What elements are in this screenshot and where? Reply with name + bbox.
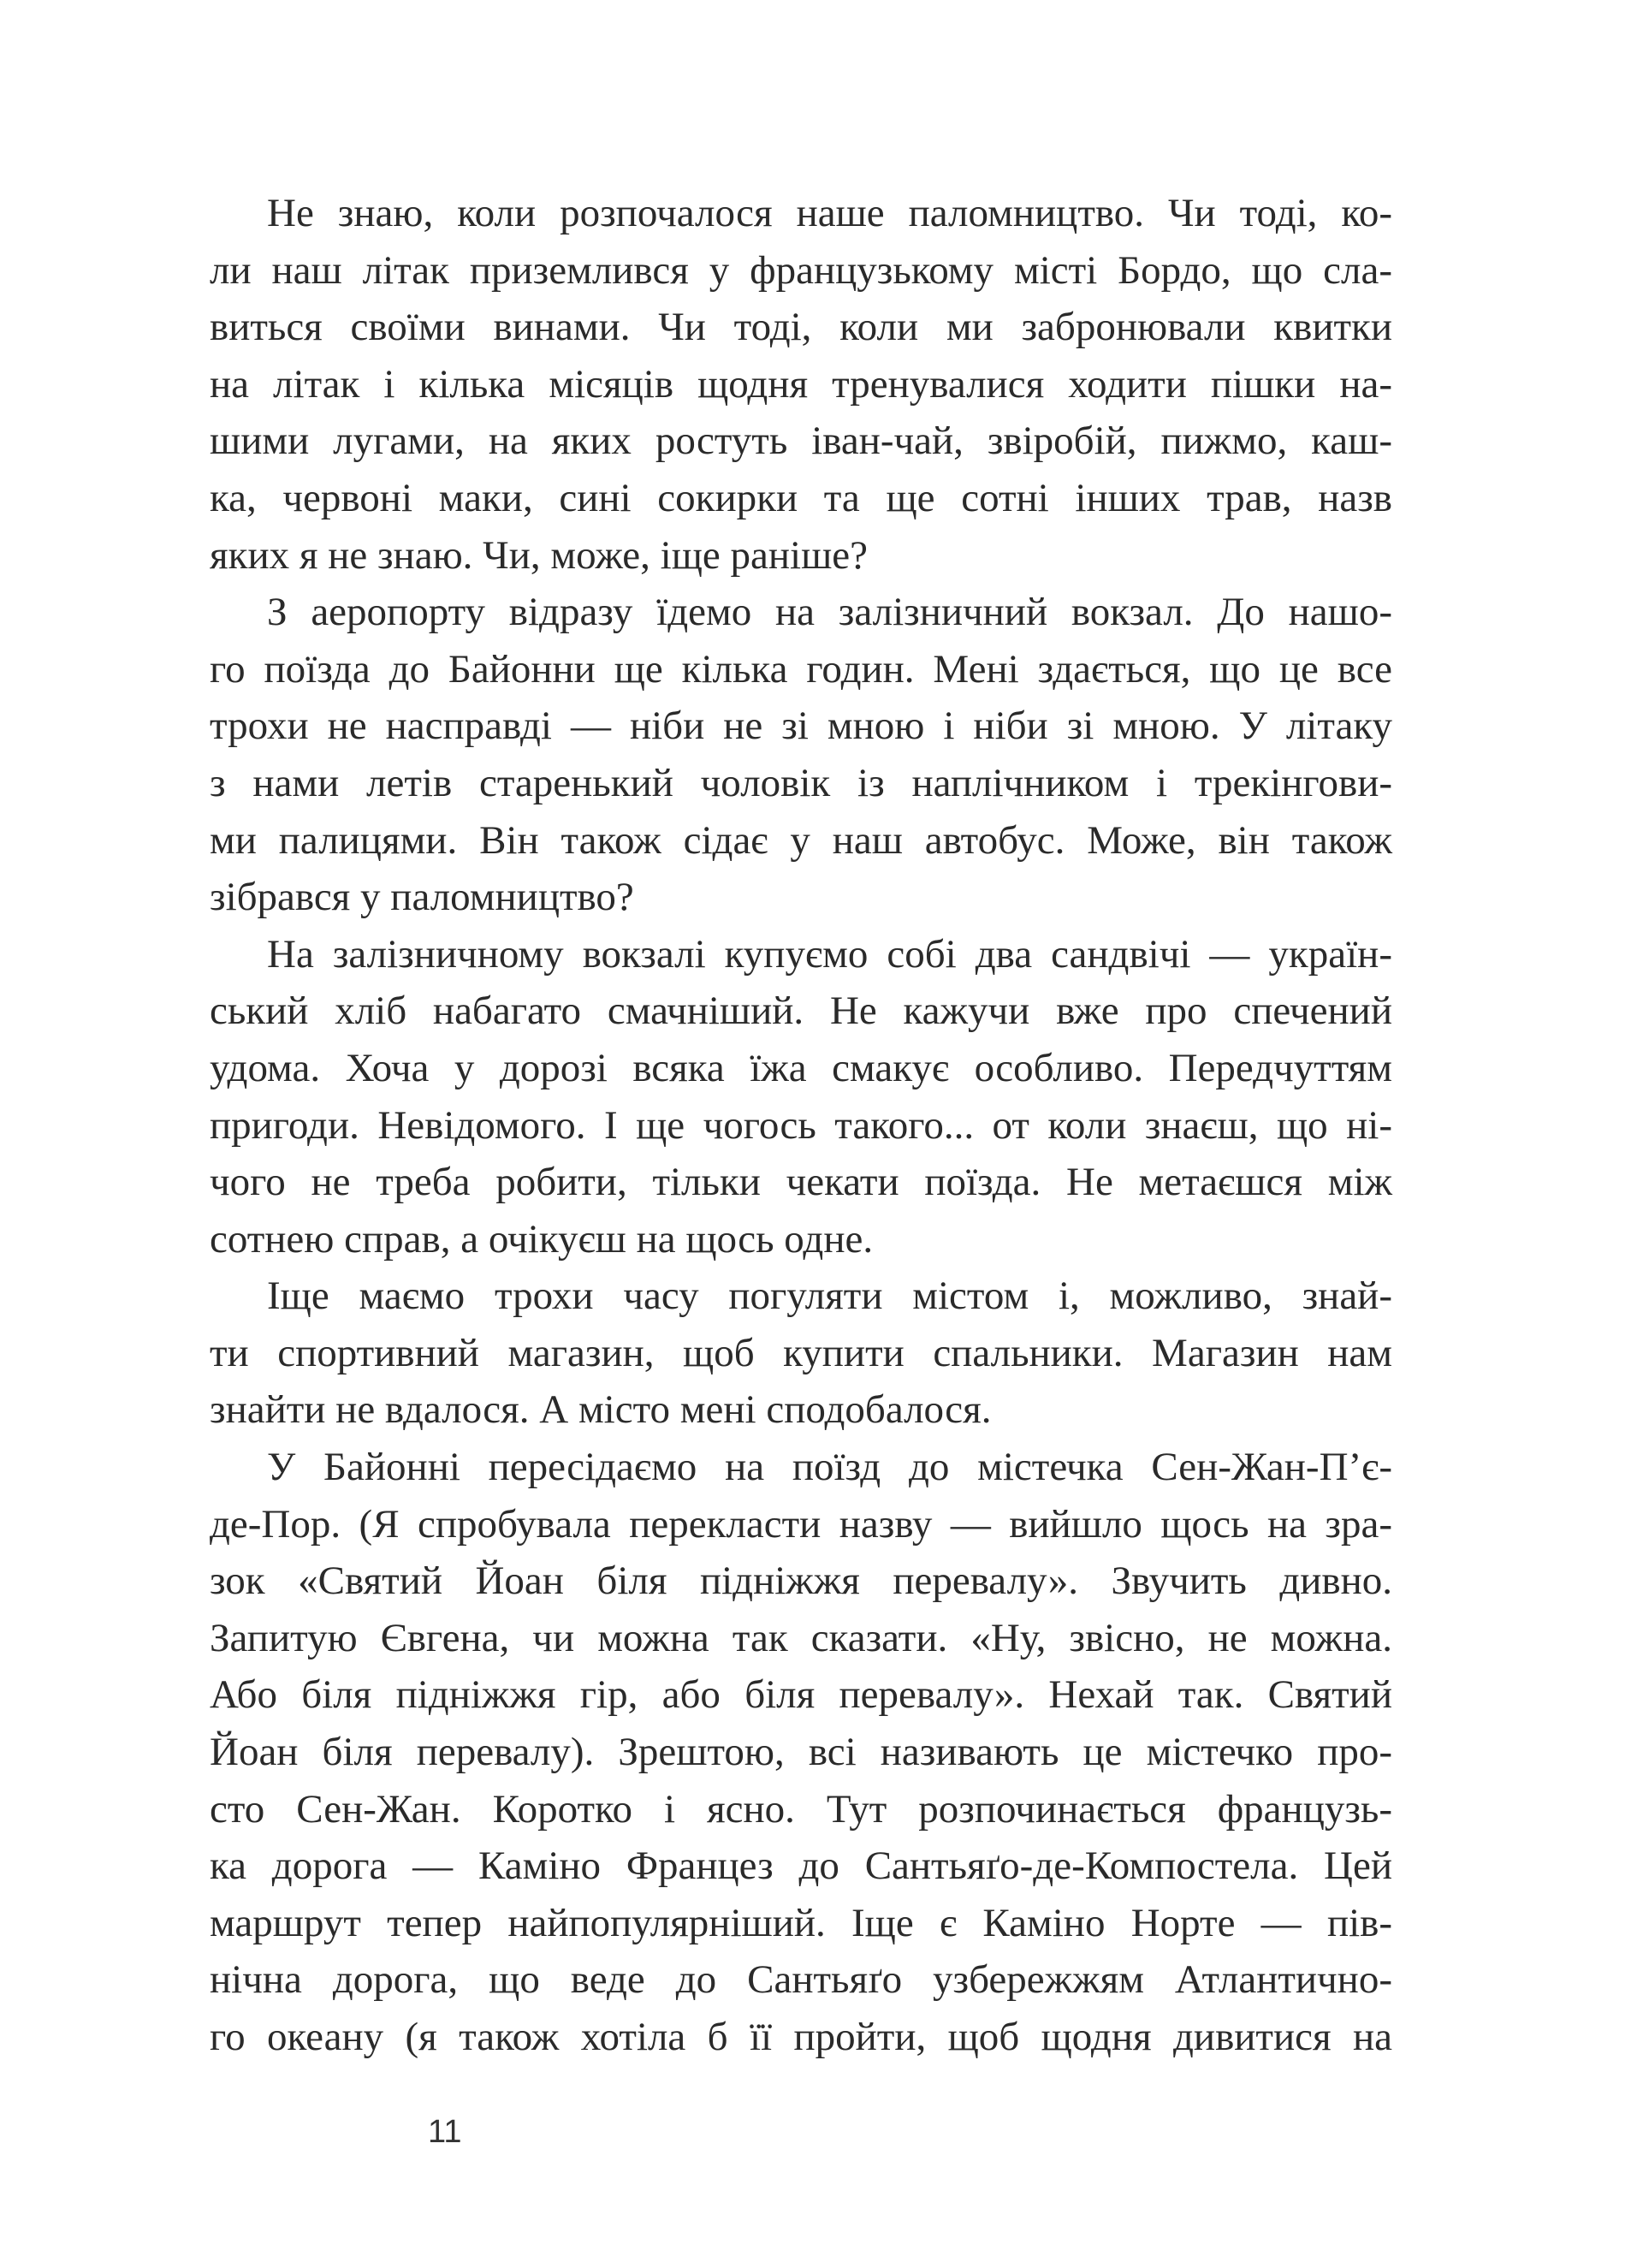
text-line: ка, червоні маки, сині сокирки та ще сотні інших трав, назв (210, 475, 1392, 520)
text-line: ка дорога — Каміно Францез до Сантьяґо-де-Компостела. Цей (210, 1843, 1392, 1889)
text-line: З аеропорту відразу їдемо на залізничний вокзал. До нашо- (267, 590, 1392, 635)
text-line: шими лугами, на яких ростуть іван-чай, звіробій, пижмо, каш- (210, 419, 1392, 464)
text-line: нічна дорога, що веде до Сантьяґо узбережжям Атлантично- (210, 1957, 1392, 2003)
text-line: ський хліб набагато смачніший. Не кажучи вже про спечений (210, 989, 1392, 1034)
text-line: на літак і кілька місяців щодня тренувалися ходити пішки на- (210, 361, 1392, 407)
text-line: сотнею справ, а очікуєш на щось одне. (210, 1216, 874, 1262)
text-line: У Байонні пересідаємо на поїзд до містечка Сен-Жан-П’є- (267, 1445, 1392, 1490)
text-line: трохи не насправді — ніби не зі мною і ніби зі мною. У літаку (210, 704, 1392, 749)
text-line: Не знаю, коли розпочалося наше паломництво. Чи тоді, ко- (267, 191, 1392, 235)
text-line: го поїзда до Байонни ще кілька годин. Мені здається, що це все (210, 646, 1392, 692)
text-line: удома. Хоча у дорозі всяка їжа смакує особливо. Передчуттям (210, 1045, 1392, 1090)
text-line: На залізничному вокзалі купуємо собі два сандвічі — україн- (267, 931, 1392, 977)
body-text (210, 185, 1392, 2066)
page-number: 11 (428, 2114, 462, 2150)
text-line: виться своїми винами. Чи тоді, коли ми забронювали квитки (210, 305, 1392, 350)
text-line: ти спортивний магазин, щоб купити спальники. Магазин нам (210, 1330, 1392, 1375)
text-line: сто Сен-Жан. Коротко і ясно. Тут розпочинається французь- (210, 1786, 1392, 1832)
text-line: ми палицями. Він також сідає у наш автобус. Може, він також (210, 817, 1392, 863)
text-line: го океану (я також хотіла б її пройти, щоб щодня дивитися на (210, 2015, 1392, 2059)
text-line: зок «Святий Йоан біля підніжжя перевалу». Звучить дивно. (210, 1559, 1392, 1604)
text-line: знайти не вдалося. А місто мені сподобалося. (210, 1387, 992, 1433)
text-line: пригоди. Невідомого. І ще чогось такого... от коли знаєш, що ні- (210, 1102, 1392, 1148)
text-line: де-Пор. (Я спробувала перекласти назву — вийшло щось на зра- (210, 1501, 1392, 1547)
text-line: зібрався у паломництво? (210, 875, 634, 920)
text-line: чого не треба робити, тільки чекати поїзда. Не метаєшся між (210, 1160, 1392, 1205)
text-line: Іще маємо трохи часу погуляти містом і, можливо, знай- (267, 1274, 1392, 1319)
text-line: маршрут тепер найпопулярніший. Іще є Каміно Норте — пів- (210, 1900, 1392, 1945)
text-line: Йоан біля перевалу). Зрештою, всі називають це містечко про- (210, 1730, 1392, 1775)
text-line: ли наш літак приземлився у французькому місті Бордо, що сла- (210, 247, 1392, 293)
text-line: яких я не знаю. Чи, може, іще раніше? (210, 532, 869, 578)
text-line: Запитую Євгена, чи можна так сказати. «Ну, звісно, не можна. (210, 1615, 1392, 1660)
text-line: з нами летів старенький чоловік із наплічником і трекінгови- (210, 760, 1392, 805)
text-line: Або біля підніжжя гір, або біля перевалу». Нехай так. Святий (210, 1672, 1392, 1718)
